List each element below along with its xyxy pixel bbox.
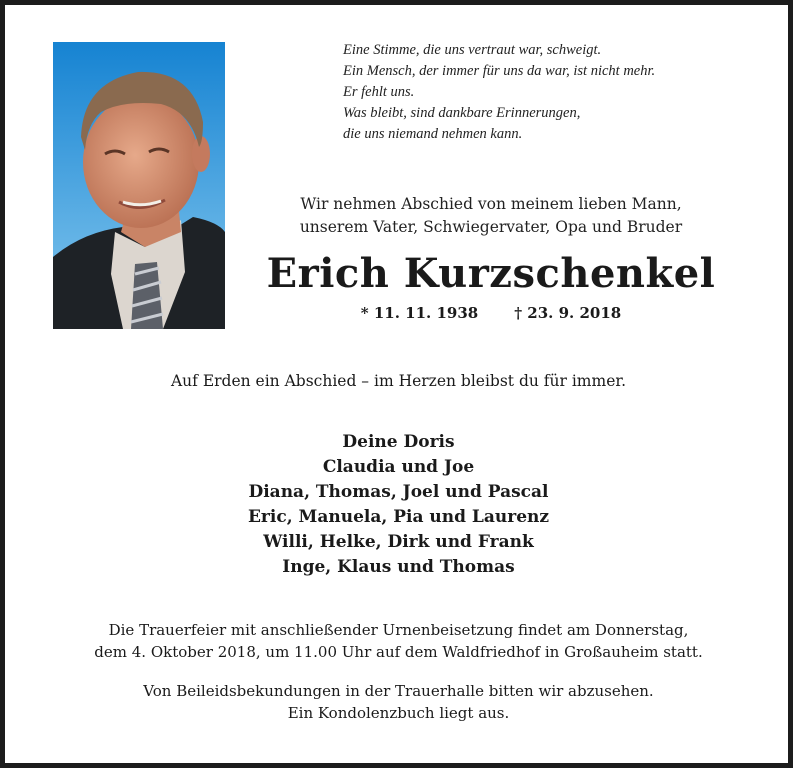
condolence-note <box>40 680 757 724</box>
birth-date: * 11. 11. 1938 <box>360 304 479 322</box>
poem <box>343 40 763 145</box>
farewell-intro <box>250 193 732 239</box>
poem-line: Ein Mensch, der immer für uns da war, ist nicht mehr. <box>343 63 656 79</box>
funeral-service-info <box>40 619 757 663</box>
portrait-photo-icon <box>53 42 225 329</box>
service-line: dem 4. Oktober 2018, um 11.00 Uhr auf dem Waldfriedhof in Großauheim statt. <box>94 643 703 661</box>
condolence-line: Ein Kondolenzbuch liegt aus. <box>287 704 510 722</box>
family-line: Willi, Helke, Dirk und Frank <box>263 532 534 552</box>
life-dates <box>250 303 732 323</box>
family-line: Claudia und Joe <box>322 457 475 477</box>
intro-line: Wir nehmen Abschied von meinem lieben Mann, <box>300 195 682 213</box>
deceased-name: Erich Kurzschenkel <box>266 250 716 297</box>
family-signatures <box>100 430 697 580</box>
family-line: Diana, Thomas, Joel und Pascal <box>248 482 549 502</box>
poem-line: Was bleibt, sind dankbare Erinnerungen, <box>343 105 581 121</box>
family-line: Deine Doris <box>342 432 455 452</box>
poem-line: Eine Stimme, die uns vertraut war, schweigt. <box>343 42 602 58</box>
death-date: † 23. 9. 2018 <box>514 304 622 322</box>
poem-line: Er fehlt uns. <box>343 84 415 100</box>
poem-line: die uns niemand nehmen kann. <box>343 126 523 142</box>
family-line: Inge, Klaus und Thomas <box>282 557 515 577</box>
intro-line: unserem Vater, Schwiegervater, Opa und Bruder <box>299 218 683 236</box>
family-line: Eric, Manuela, Pia und Laurenz <box>247 507 550 527</box>
service-line: Die Trauerfeier mit anschließender Urnenbeisetzung findet am Donnerstag, <box>108 621 689 639</box>
portrait-photo <box>53 42 225 329</box>
motto: Auf Erden ein Abschied – im Herzen bleibst du für immer. <box>170 372 627 390</box>
condolence-line: Von Beileidsbekundungen in der Trauerhalle bitten wir abzusehen. <box>143 682 654 700</box>
